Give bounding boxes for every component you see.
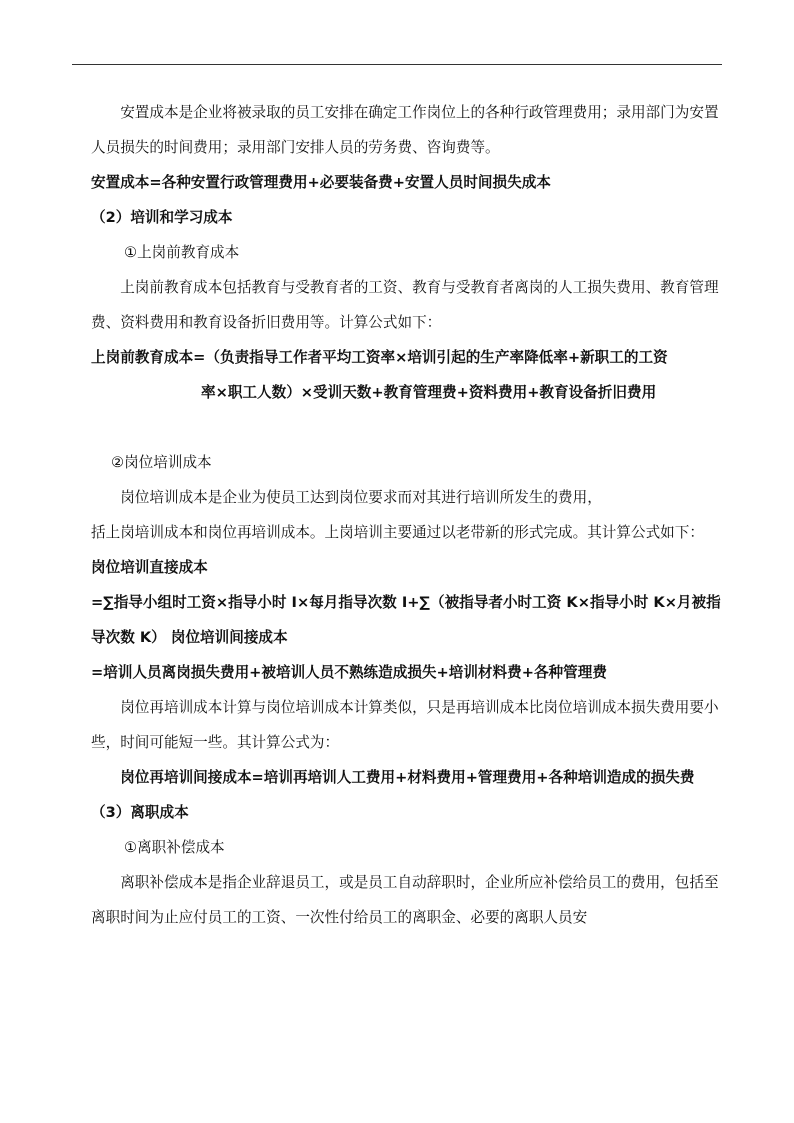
- formula-indirect-cost: =培训人员离岗损失费用+被培训人员不熟练造成损失+培训材料费+各种管理费: [91, 664, 607, 681]
- header-rule: [72, 64, 722, 65]
- paragraph-pre-job-education: 上岗前教育成本包括教育与受教育者的工资、教育与受教育者离岗的人工损失费用、教育管理费、资料费用和教育设备折旧费用等。计算公式如下：: [91, 279, 719, 331]
- subheading-job-training: ②岗位培训成本: [111, 454, 212, 471]
- formula-placement-cost: 安置成本=各种安置行政管理费用+必要装备费+安置人员时间损失成本: [91, 174, 551, 191]
- formula-retraining: 岗位再培训间接成本=培训再培训人工费用+材料费用+管理费用+各种培训造成的损失费: [120, 769, 695, 786]
- paragraph-placement-cost: 安置成本是企业将被录取的员工安排在确定工作岗位上的各种行政管理费用；录用部门为安置人员损失的时间费用；录用部门安排人员的劳务费、咨询费等。: [91, 104, 719, 156]
- subheading-pre-job-education: ①上岗前教育成本: [124, 244, 240, 261]
- subheading-separation-compensation: ①离职补偿成本: [124, 839, 225, 856]
- formula-direct-cost-title: 岗位培训直接成本: [91, 559, 208, 576]
- heading-separation-cost: （3）离职成本: [91, 804, 189, 821]
- formula-pre-job-education-line1: 上岗前教育成本=（负责指导工作者平均工资率×培训引起的生产率降低率+新职工的工资: [91, 349, 668, 366]
- document-body: [91, 95, 721, 935]
- paragraph-separation-compensation: 离职补偿成本是指企业辞退员工，或是员工自动辞职时，企业所应补偿给员工的费用，包括至离职时间为止应付员工的工资、一次性付给员工的离职金、必要的离职人员安: [91, 874, 719, 926]
- paragraph-job-training-line2: 括上岗培训成本和岗位再培训成本。上岗培训主要通过以老带新的形式完成。其计算公式如下：: [91, 524, 704, 541]
- heading-training-cost: （2）培训和学习成本: [91, 209, 233, 226]
- paragraph-job-training-line1: 岗位培训成本是企业为使员工达到岗位要求而对其进行培训所发生的费用，: [120, 489, 602, 506]
- blank-line: [91, 410, 721, 445]
- paragraph-retraining: 岗位再培训成本计算与岗位培训成本计算类似，只是再培训成本比岗位培训成本损失费用要小些，时间可能短一些。其计算公式为：: [91, 699, 719, 751]
- formula-direct-cost: =∑指导小组时工资×指导小时 I×每月指导次数 I+∑（被指导者小时工资 K×指导小时 K×月被指导次数 K） 岗位培训间接成本: [91, 594, 721, 646]
- formula-pre-job-education-line2: 率×职工人数）×受训天数+教育管理费+资料费用+教育设备折旧费用: [201, 384, 657, 401]
